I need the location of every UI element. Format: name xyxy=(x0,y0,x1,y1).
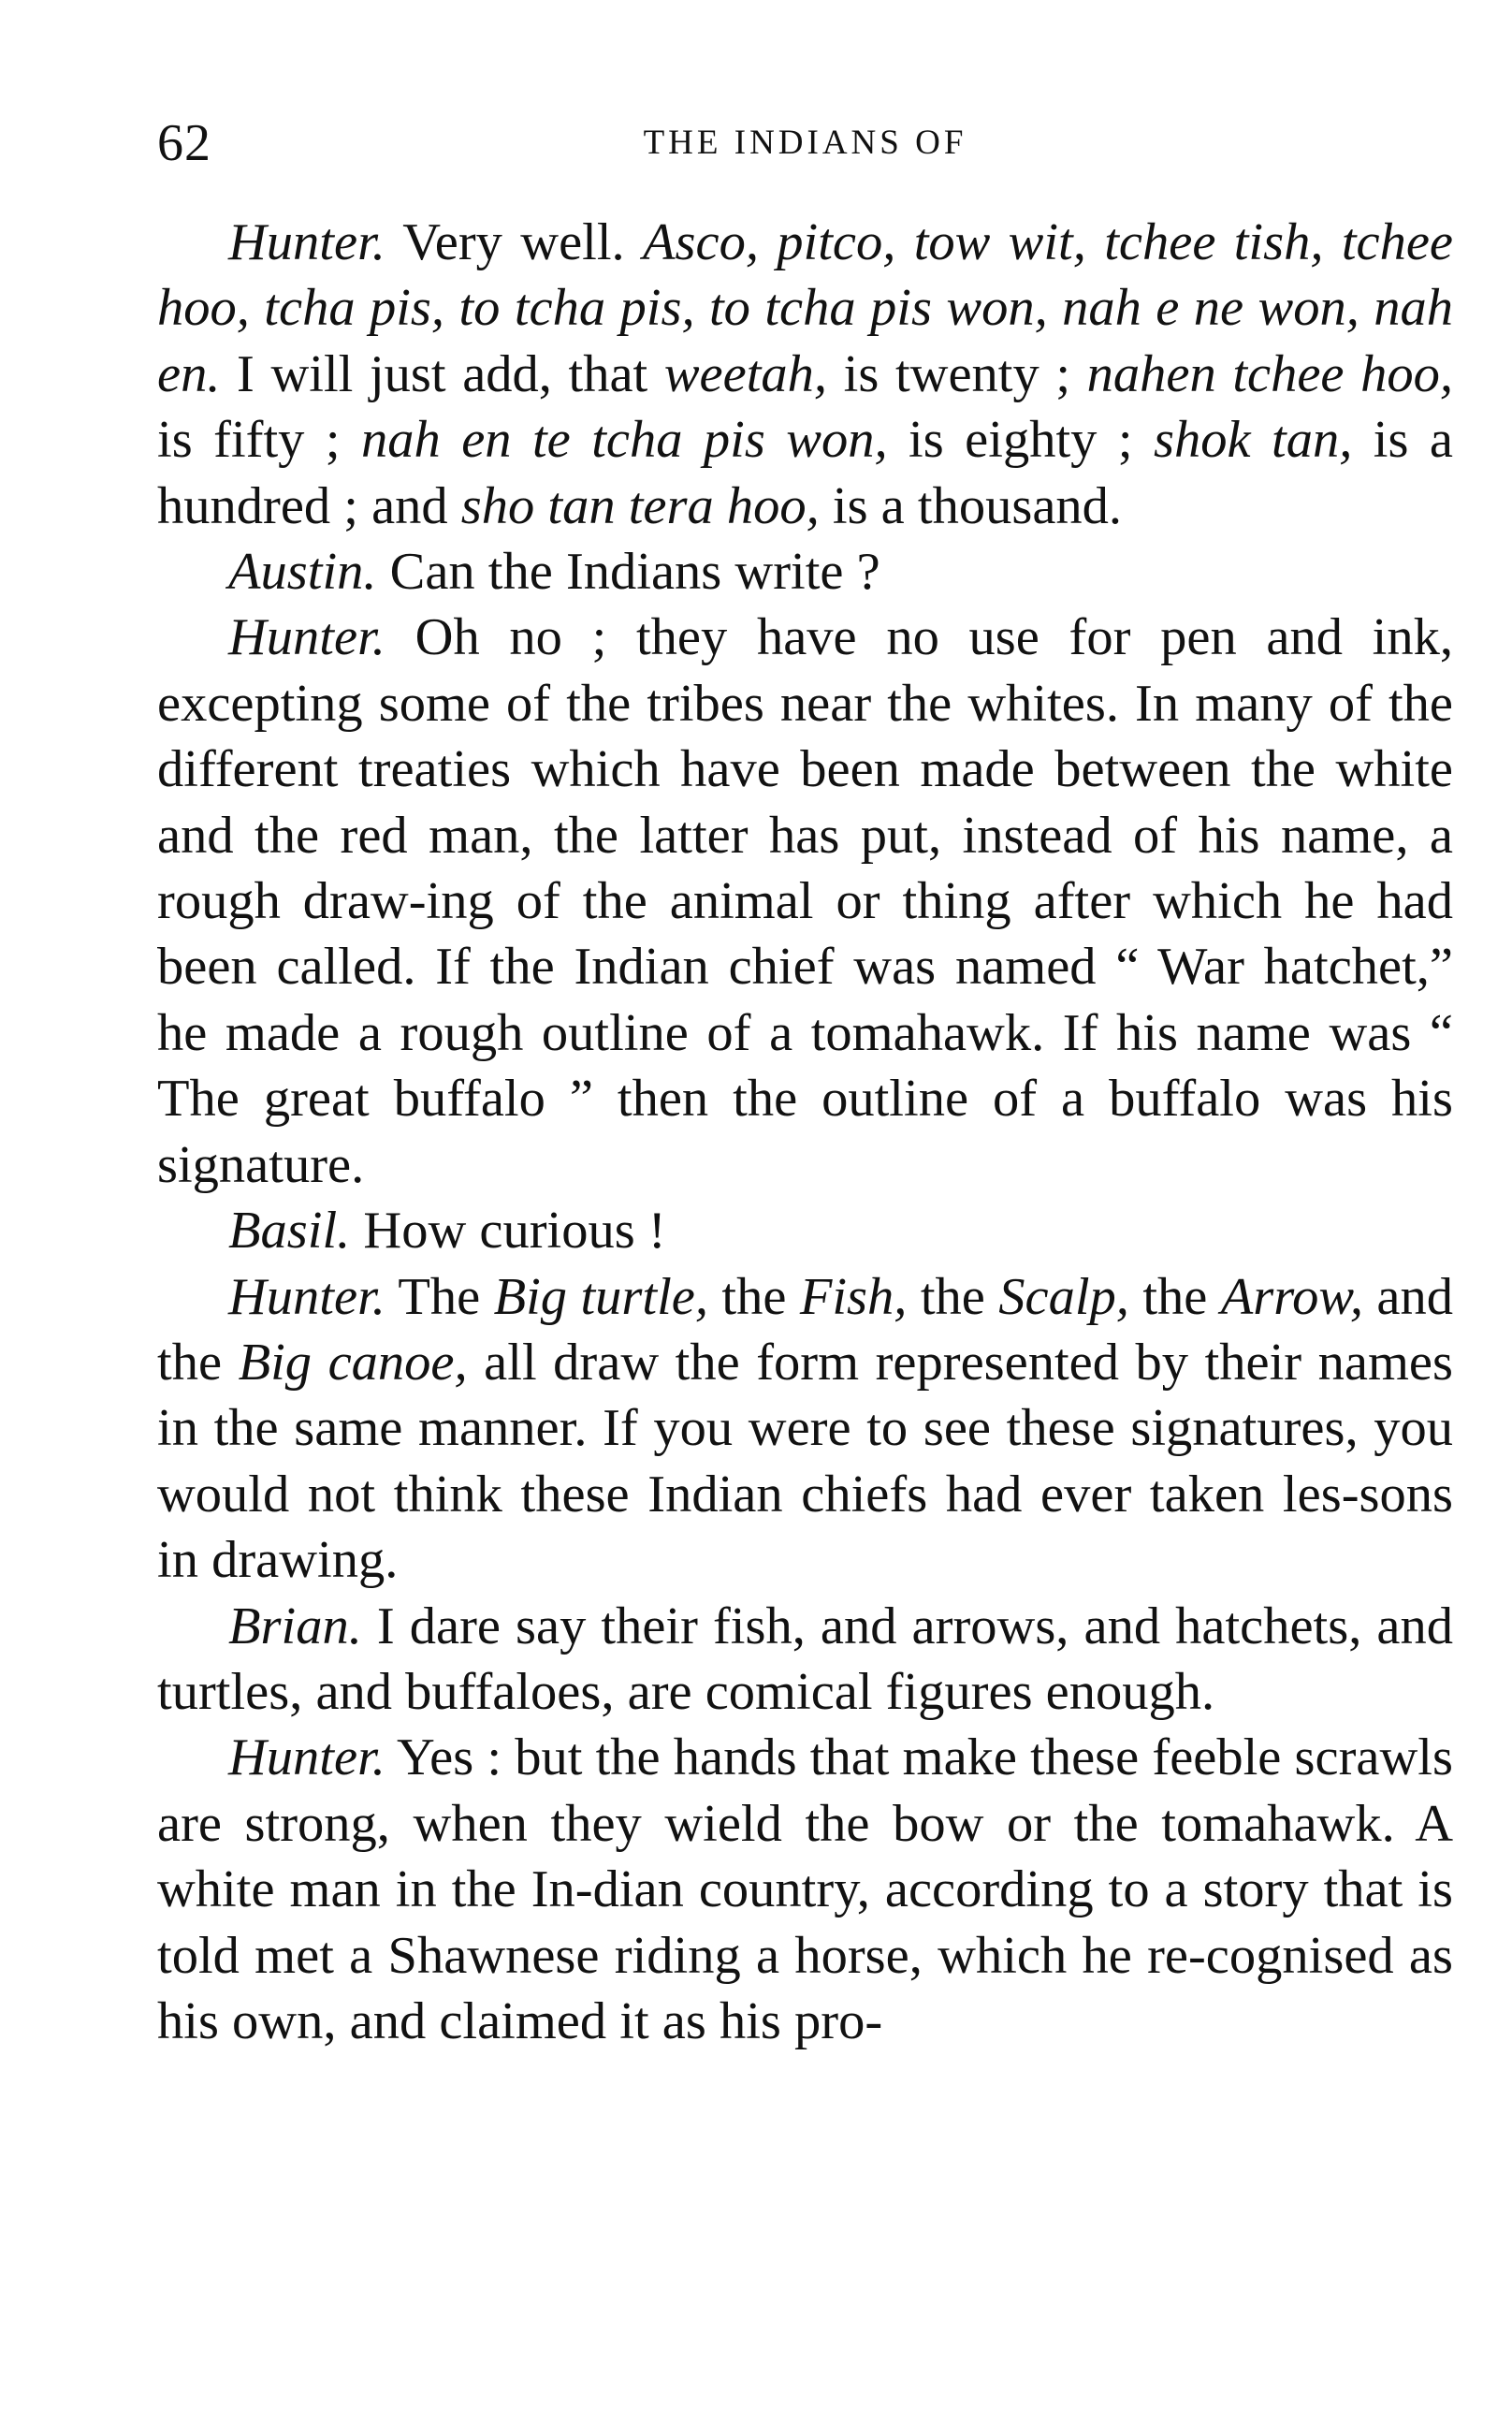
speaker-name: Hunter. xyxy=(228,1267,385,1326)
text-run: Yes : but the hands that make these feeble scrawls are strong, when they wield the bow or the tomahawk. A white man in the In-dian country, according to a story that is told met a Shawnese riding a horse, which he re-cognised as his own, and claimed it as his pro- xyxy=(157,1728,1453,2050)
text-run: I dare say their fish, and arrows, and hatchets, and turtles, and buffaloes, are comical figures enough. xyxy=(157,1597,1453,1721)
text-run: Oh no ; they have no use for pen and ink, excepting some of the tribes near the whites. In many of the different treaties which have been made between the white and the red man, the latter has put, instead of his name, a rough draw-ing of the animal or thing after which he had been called. If the Indian chief was named “ War hatchet,” he made a rough outline of a tomahawk. If his name was “ The great buffalo ” then the outline of a buffalo was his signature. xyxy=(157,608,1453,1194)
text-run: is a thousand. xyxy=(819,476,1123,535)
running-head: THE INDIANS OF xyxy=(643,124,967,162)
text-run: Very well. xyxy=(385,213,643,271)
text-run: is twenty ; xyxy=(827,344,1087,403)
italic-text: Big canoe, xyxy=(238,1333,468,1392)
italic-text: Fish, xyxy=(799,1267,908,1326)
italic-text: Big turtle, xyxy=(493,1267,708,1326)
dialogue-paragraph xyxy=(157,1725,1453,2054)
speaker-name: Brian. xyxy=(228,1597,362,1655)
italic-text: Arrow, xyxy=(1220,1267,1364,1326)
text-run: the xyxy=(907,1267,999,1326)
speaker-name: Hunter. xyxy=(228,608,385,667)
page-number: 62 xyxy=(157,114,211,172)
dialogue-paragraph xyxy=(157,605,1453,1198)
text-run: is fifty ; xyxy=(157,411,361,470)
italic-text: weetah, xyxy=(663,344,828,403)
speaker-name: Austin. xyxy=(228,543,377,602)
speaker-name: Hunter. xyxy=(228,1728,385,1787)
text-run: the xyxy=(1128,1267,1221,1326)
dialogue-paragraph xyxy=(157,210,1453,539)
speaker-name: Basil. xyxy=(228,1202,351,1261)
text-run: I will just add, that xyxy=(220,344,664,403)
text-run: is eighty ; xyxy=(887,411,1154,470)
text-run: is a hundred ; and xyxy=(157,411,1453,535)
text-run: and the xyxy=(157,1267,1453,1392)
text-run: Can the Indians write ? xyxy=(376,543,880,602)
dialogue-paragraph xyxy=(157,539,1453,605)
italic-text: nahen tchee hoo, xyxy=(1086,344,1453,403)
text-run: all draw the form represented by their names in the same manner. If you were to see these signatures, you would not think these Indian chiefs had ever taken les-sons in drawing. xyxy=(157,1333,1453,1590)
dialogue-paragraph xyxy=(157,1594,1453,1726)
page-header xyxy=(157,110,1453,176)
italic-text: sho tan tera hoo, xyxy=(460,476,820,535)
speaker-name: Hunter. xyxy=(228,213,385,271)
dialogue-paragraph xyxy=(157,1198,1453,1263)
italic-text: nah en te tcha pis won, xyxy=(361,411,888,470)
body-text xyxy=(157,210,1453,2409)
text-run: How curious ! xyxy=(350,1202,666,1261)
italic-text: Asco, pitco, tow wit, tchee tish, tchee hoo, tcha pis, to tcha pis, to tcha pis won, nah e ne won, nah en. xyxy=(157,213,1453,403)
text-run: the xyxy=(707,1267,800,1326)
text-run: The xyxy=(385,1267,494,1326)
italic-text: Scalp, xyxy=(998,1267,1129,1326)
italic-text: shok tan, xyxy=(1154,411,1353,470)
dialogue-paragraph xyxy=(157,1264,1453,1594)
